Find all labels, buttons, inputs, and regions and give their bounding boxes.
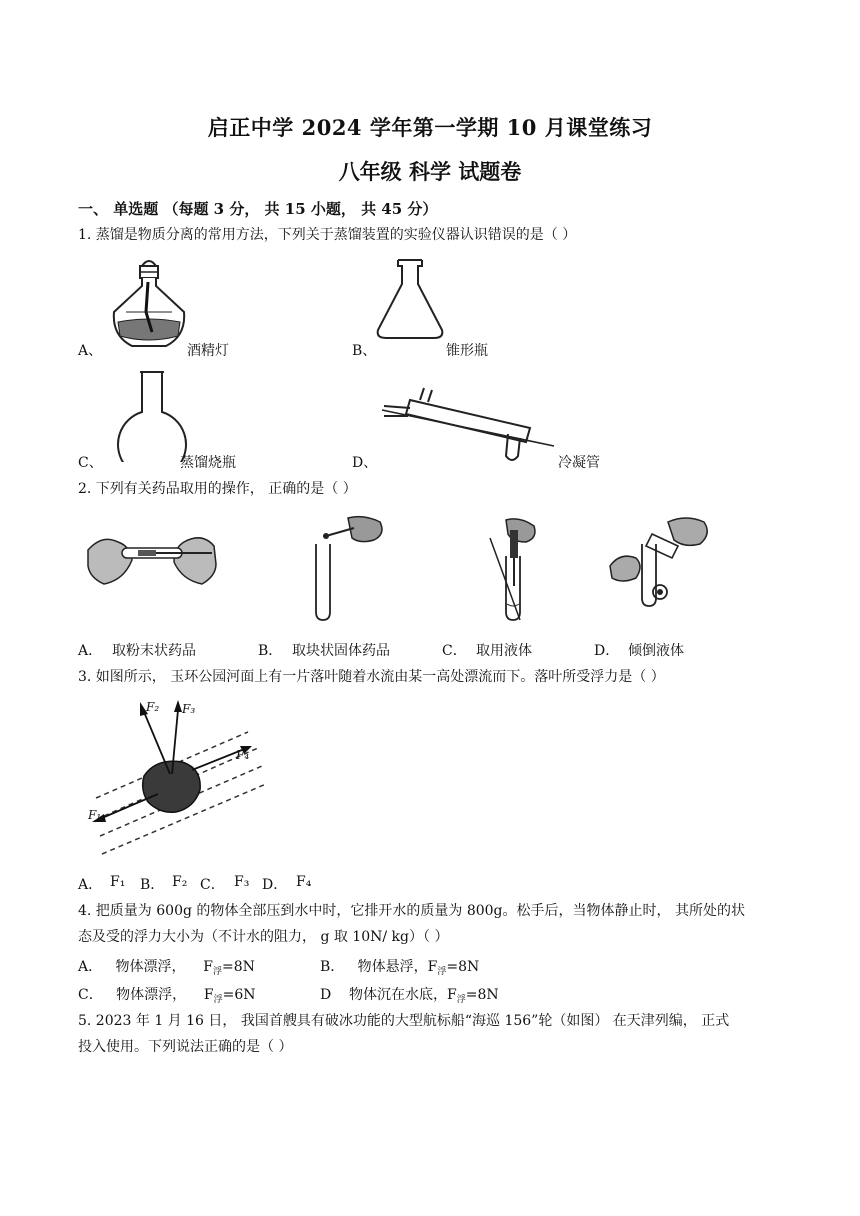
q4-option-b-state: 物体悬浮， bbox=[357, 959, 428, 975]
q4-option-c bbox=[78, 984, 256, 1005]
q1-option-a-letter: A、 bbox=[78, 343, 103, 359]
q4-option-a-state: 物体漂浮， bbox=[115, 959, 186, 975]
q2-option-a-text: 取粉末状药品 bbox=[112, 643, 196, 659]
q1-option-d-letter: D、 bbox=[352, 455, 378, 471]
q1-option-b-name: 锥形瓶 bbox=[446, 343, 488, 359]
q1-option-c-name: 蒸馏烧瓶 bbox=[180, 455, 236, 471]
q4-option-b-letter: B． bbox=[320, 959, 345, 975]
q3-option-c-text: F₃ bbox=[234, 874, 250, 890]
q4-option-c-value: =6N bbox=[222, 987, 256, 1003]
q4-option-b-value: =8N bbox=[446, 959, 480, 975]
conical-flask-figure bbox=[372, 258, 448, 342]
q3-option-a-letter: A． bbox=[78, 877, 103, 893]
pouring-liquid-figure bbox=[608, 514, 720, 610]
q3-option-d-letter: D． bbox=[262, 877, 288, 893]
q4-option-c-state: 物体漂浮， bbox=[116, 987, 187, 1003]
block-solid-operation-figure bbox=[308, 514, 388, 622]
condenser-figure bbox=[380, 386, 556, 466]
q4-option-a-letter: A． bbox=[78, 959, 103, 975]
q1-option-b-letter: B、 bbox=[352, 343, 377, 359]
liquid-dropper-figure bbox=[486, 516, 556, 624]
alcohol-lamp-figure bbox=[104, 252, 194, 352]
question-2-stem: 2. 下列有关药品取用的操作， 正确的是（ ） bbox=[78, 481, 357, 497]
q3-option-a-text: F₁ bbox=[110, 874, 126, 890]
q4-option-d-force: F bbox=[447, 987, 457, 1003]
leaf-force-figure bbox=[82, 696, 268, 858]
distilling-flask-figure bbox=[112, 370, 192, 462]
q4-option-d-state: 物体沉在水底， bbox=[349, 987, 448, 1003]
powder-operation-figure bbox=[84, 520, 220, 596]
q2-option-d-text: 倾倒液体 bbox=[628, 643, 684, 659]
q4-option-b-sub: 浮 bbox=[437, 967, 447, 977]
q1-option-a-name: 酒精灯 bbox=[187, 343, 229, 359]
q2-option-b-letter: B． bbox=[258, 643, 283, 659]
q2-option-a-letter: A． bbox=[78, 643, 103, 659]
question-5-stem-line2: 投入使用。下列说法正确的是（ ） bbox=[78, 1039, 293, 1055]
q4-option-d-value: =8N bbox=[465, 987, 499, 1003]
force-label-f3: F₃ bbox=[182, 702, 196, 716]
q4-option-d-sub: 浮 bbox=[456, 995, 466, 1005]
q4-option-a-value: =8N bbox=[222, 959, 255, 975]
q3-option-d-text: F₄ bbox=[296, 874, 312, 890]
q4-option-a-sub: 浮 bbox=[213, 967, 223, 977]
page-title: 启正中学 2024 学年第一学期 10 月课堂练习 bbox=[207, 115, 653, 140]
force-label-f2: F₂ bbox=[146, 700, 160, 714]
q4-option-c-letter: C． bbox=[78, 987, 103, 1003]
q4-option-b bbox=[320, 956, 479, 977]
force-label-f1: F₁ bbox=[88, 808, 102, 822]
q4-option-a-force: F bbox=[203, 959, 214, 975]
q4-option-d bbox=[320, 984, 499, 1005]
force-label-f4: F₄ bbox=[236, 748, 250, 762]
q2-option-c-text: 取用液体 bbox=[476, 643, 532, 659]
q4-option-a bbox=[78, 956, 255, 977]
q4-option-d-letter: D bbox=[320, 987, 332, 1003]
section-heading: 一、 单选题 （每题 3 分， 共 15 小题， 共 45 分） bbox=[78, 200, 438, 218]
q4-option-c-force: F bbox=[203, 987, 214, 1003]
q3-option-b-text: F₂ bbox=[172, 874, 188, 890]
q3-option-b-letter: B． bbox=[140, 877, 165, 893]
question-4-stem-line2: 态及受的浮力大小为（不计水的阻力， g 取 10N/ kg）（ ） bbox=[78, 929, 449, 945]
q4-option-c-sub: 浮 bbox=[213, 995, 223, 1005]
q1-option-c-letter: C、 bbox=[78, 455, 103, 471]
q3-option-c-letter: C． bbox=[200, 877, 225, 893]
q2-option-b-text: 取块状固体药品 bbox=[292, 643, 390, 659]
question-3-stem: 3. 如图所示， 玉环公园河面上有一片落叶随着水流由某一高处漂流而下。落叶所受浮力是（ ） bbox=[78, 669, 665, 685]
page-subtitle: 八年级 科学 试题卷 bbox=[338, 159, 522, 184]
question-1-stem: 1. 蒸馏是物质分离的常用方法，下列关于蒸馏装置的实验仪器认识错误的是（ ） bbox=[78, 227, 577, 243]
q4-option-b-force: F bbox=[427, 959, 438, 975]
q2-option-d-letter: D． bbox=[594, 643, 620, 659]
q1-option-d-name: 冷凝管 bbox=[558, 455, 600, 471]
question-4-stem-line1: 4. 把质量为 600g 的物体全部压到水中时，它排开水的质量为 800g。松手后，当物体静止时， 其所处的状 bbox=[78, 903, 745, 919]
question-5-stem-line1: 5. 2023 年 1 月 16 日， 我国首艘具有破冰功能的大型航标船“海巡 156”轮（如图） 在天津列编， 正式 bbox=[78, 1013, 730, 1029]
q2-option-c-letter: C． bbox=[442, 643, 467, 659]
